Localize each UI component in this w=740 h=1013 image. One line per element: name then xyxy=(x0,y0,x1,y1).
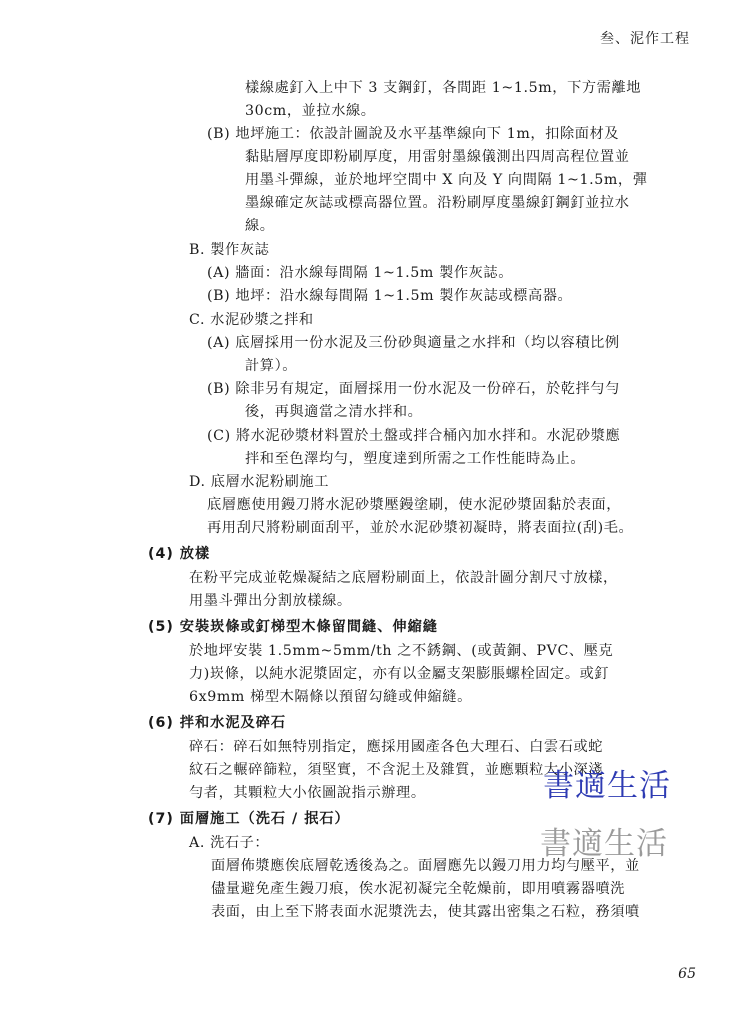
text-line: 線。 xyxy=(245,218,275,234)
text-line: 拌和至色澤均勻，塑度達到所需之工作性能時為止。 xyxy=(245,451,586,467)
watermark: 書適生活 xyxy=(540,826,668,862)
text-line: 用墨斗彈線，並於地坪空間中 X 向及 Y 向間隔 1~1.5m，彈 xyxy=(245,172,648,188)
text-line: B. 製作灰誌 xyxy=(189,242,270,258)
text-line: 紋石之輾碎篩粒，須堅實，不含泥土及雜質，並應顆粒大小深淺 xyxy=(189,762,604,778)
section-heading: (6) 拌和水泥及碎石 xyxy=(148,715,287,731)
text-line: C. 水泥砂漿之拌和 xyxy=(189,312,314,328)
running-header: 叁、泥作工程 xyxy=(600,31,690,47)
text-line: 計算）。 xyxy=(245,358,298,374)
text-line: 於地坪安裝 1.5mm~5mm/th 之不銹鋼、(或黃銅、PVC、壓克 xyxy=(189,643,614,659)
text-line: 6x9mm 梯型木隔條以預留勾縫或伸縮縫。 xyxy=(189,689,472,705)
text-line: 再用刮尺將粉刷面刮平，並於水泥砂漿初凝時，將表面拉(刮)毛。 xyxy=(207,520,634,536)
text-line: (B) 地坪：沿水線每間隔 1~1.5m 製作灰誌或標高器。 xyxy=(207,288,573,304)
text-line: 碎石：碎石如無特別指定，應採用國產各色大理石、白雲石或蛇 xyxy=(189,739,604,755)
text-line: 後，再與適當之清水拌和。 xyxy=(245,404,423,420)
text-line: 底層應使用鏝刀將水泥砂漿壓鏝塗刷，使水泥砂漿固黏於表面， xyxy=(207,497,622,513)
text-line: (A) 底層採用一份水泥及三份砂與適量之水拌和（均以容積比例 xyxy=(207,335,620,351)
text-line: 在粉平完成並乾燥凝結之底層粉刷面上，依設計圖分割尺寸放樣， xyxy=(189,570,618,586)
page-number: 65 xyxy=(678,966,696,982)
text-line: 勻者，其顆粒大小依圖說指示辦理。 xyxy=(189,785,426,801)
text-line: D. 底層水泥粉刷施工 xyxy=(189,474,329,490)
text-line: A. 洗石子： xyxy=(189,835,270,851)
section-heading: (5) 安裝崁條或釘梯型木條留間縫、伸縮縫 xyxy=(148,619,438,635)
watermark: 書適生活 xyxy=(543,768,671,804)
text-line: 黏貼層厚度即粉刷厚度，用雷射墨線儀測出四周高程位置並 xyxy=(245,149,630,165)
text-line: (B) 地坪施工：依設計圖說及水平基準線向下 1m，扣除面材及 xyxy=(207,126,620,142)
text-line: (B) 除非另有規定，面層採用一份水泥及一份碎石，於乾拌勻勻 xyxy=(207,381,620,397)
text-line: 樣線處釘入上中下 3 支鋼釘，各間距 1~1.5m，下方需離地 xyxy=(245,80,642,96)
text-line: 儘量避免產生鏝刀痕，俟水泥初凝完全乾燥前，即用噴霧器噴洗 xyxy=(211,881,626,897)
text-line: 表面，由上至下將表面水泥漿洗去，使其露出密集之石粒，務須噴 xyxy=(211,904,640,920)
text-line: 面層佈漿應俟底層乾透後為之。面層應先以鏝刀用力均勻壓平，並 xyxy=(211,858,640,874)
section-heading: (7) 面層施工（洗石 / 抿石） xyxy=(148,811,350,827)
text-line: 墨線確定灰誌或標高器位置。沿粉刷厚度墨線釘鋼釘並拉水 xyxy=(245,195,630,211)
section-heading: (4) 放樣 xyxy=(148,546,211,562)
text-line: 30cm，並拉水線。 xyxy=(245,103,376,119)
text-line: (C) 將水泥砂漿材料置於土盤或拌合桶內加水拌和。水泥砂漿應 xyxy=(207,428,621,444)
text-line: 用墨斗彈出分割放樣線。 xyxy=(189,593,352,609)
text-line: (A) 牆面：沿水線每間隔 1~1.5m 製作灰誌。 xyxy=(207,265,514,281)
text-line: 力)崁條，以純水泥漿固定，亦有以金屬支架膨脹螺栓固定。或釘 xyxy=(189,666,610,682)
